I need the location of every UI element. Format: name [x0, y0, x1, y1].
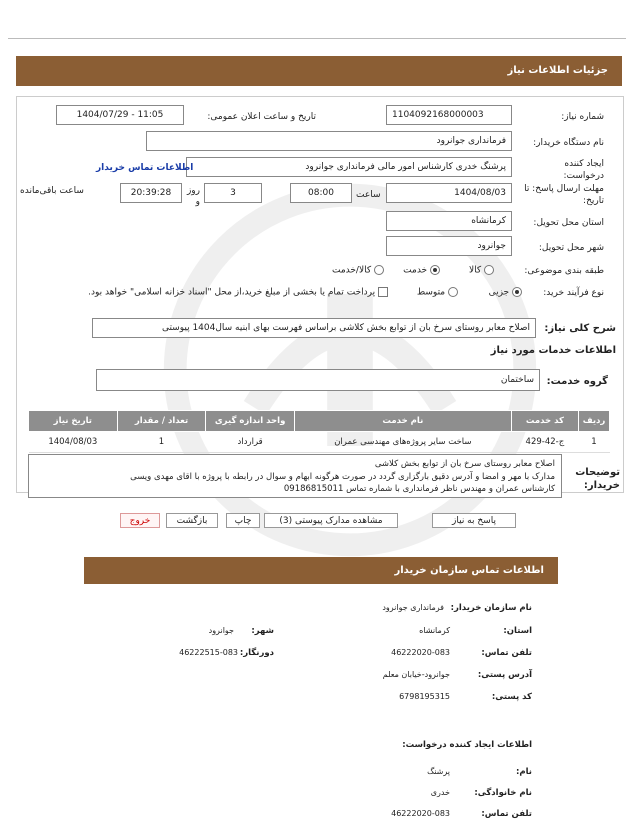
cell-name: ساخت سایر پروژه‌های مهندسی عمران	[294, 432, 511, 453]
address-label: آدرس پستی:	[477, 670, 532, 680]
province-field: کرمانشاه	[386, 211, 512, 231]
org-name-label: نام سازمان خریدار:	[450, 603, 532, 613]
service-group-label: گروه خدمت:	[546, 376, 608, 387]
phone-label: تلفن تماس:	[481, 648, 532, 658]
col-code: کد خدمت	[511, 411, 578, 432]
province-contact-label: استان:	[503, 626, 532, 636]
province-label: استان محل تحویل:	[533, 218, 604, 228]
remaining-label: ساعت باقی‌مانده	[20, 186, 84, 196]
creator-phone-label: تلفن تماس:	[481, 809, 532, 819]
process-option-minor[interactable]: جزیی	[489, 287, 522, 298]
buyer-notes-box	[28, 454, 562, 498]
buyer-notes-label: توضیحات خریدار:	[575, 467, 620, 491]
cell-date: 1404/08/03	[29, 432, 118, 453]
phone-value: 46222020-083	[391, 648, 450, 657]
buyer-notes-line: مدارک با مهر و امضا و آدرس دقیق بارگزاری گردد در صورت هرگونه ابهام و سوال در رابطه با پروژه با اقای مهدی ویسی	[130, 471, 555, 482]
process-label: نوع فرآیند خرید:	[543, 288, 604, 298]
first-name-label: نام:	[515, 767, 532, 777]
col-qty: تعداد / مقدار	[117, 411, 206, 432]
need-number-field: 1104092168000003	[386, 105, 512, 125]
cell-unit: قرارداد	[206, 432, 295, 453]
city-contact-value: جوانرود	[208, 626, 234, 635]
radio-selected-icon	[430, 265, 440, 275]
table-row	[29, 432, 610, 453]
category-option-goods[interactable]: کالا	[469, 265, 494, 276]
back-button[interactable]: بازگشت	[166, 513, 218, 528]
payment-note[interactable]: پرداخت تمام یا بخشی از مبلغ خرید،از محل "اسناد خزانه اسلامی" خواهد بود.	[88, 287, 388, 298]
last-name-value: خدری	[430, 788, 450, 797]
announce-label: تاریخ و ساعت اعلان عمومی:	[207, 112, 316, 122]
postal-value: 6798195315	[399, 692, 450, 701]
deadline-label: مهلت ارسال پاسخ: تا تاریخ:	[524, 184, 604, 206]
time-label: ساعت	[356, 190, 381, 200]
print-button[interactable]: چاپ	[226, 513, 260, 528]
radio-icon	[484, 265, 494, 275]
radio-icon	[448, 287, 458, 297]
requester-field: پرشنگ خدری کارشناس امور مالی فرمانداری جوانرود	[186, 157, 512, 177]
summary-field: اصلاح معابر روستای سرخ بان از توابع بخش کلاشی براساس فهرست بهای ابنیه سال1404 پیوستی	[92, 318, 536, 338]
category-option-both[interactable]: کالا/خدمت	[332, 265, 384, 276]
category-option-service[interactable]: خدمت	[403, 265, 440, 276]
radio-icon	[374, 265, 384, 275]
cell-code: ج-42-429	[511, 432, 578, 453]
requester-label: ایجاد کننده درخواست:	[563, 159, 604, 181]
address-value: جوانرود-خیابان معلم	[382, 670, 450, 679]
buyer-org-field: فرمانداری جوانرود	[146, 131, 512, 151]
province-contact-value: کرمانشاه	[419, 626, 450, 635]
days-field: 3	[204, 183, 262, 203]
contact-section-header: اطلاعات تماس سازمان خریدار	[84, 557, 558, 584]
services-title: اطلاعات خدمات مورد نیاز	[490, 345, 616, 356]
cell-row: 1	[579, 432, 610, 453]
summary-label: شرح کلی نیاز:	[544, 323, 616, 334]
cell-qty: 1	[117, 432, 206, 453]
top-divider	[8, 38, 626, 39]
deadline-time-field: 08:00	[290, 183, 352, 203]
city-contact-label: شهر:	[251, 626, 274, 636]
services-table	[28, 410, 610, 453]
buyer-contact-link[interactable]: اطلاعات تماس خریدار	[96, 163, 194, 173]
fax-value: 46222515-083	[179, 648, 238, 657]
buyer-org-label: نام دستگاه خریدار:	[533, 138, 604, 148]
service-group-field: ساختمان	[96, 369, 540, 391]
page-header: جزئیات اطلاعات نیاز	[16, 56, 622, 86]
process-option-medium[interactable]: متوسط	[417, 287, 458, 298]
city-label: شهر محل تحویل:	[538, 243, 604, 253]
exit-button[interactable]: خروج	[120, 513, 160, 528]
creator-title: اطلاعات ایجاد کننده درخواست:	[402, 740, 532, 750]
org-name-value: فرمانداری جوانرود	[382, 603, 444, 612]
col-name: نام خدمت	[294, 411, 511, 432]
view-docs-button[interactable]: مشاهده مدارک پیوستی (3)	[264, 513, 398, 528]
buyer-notes-line: اصلاح معابر روستای سرخ بان از توابع بخش کلاشی	[374, 459, 555, 469]
days-label: روز و	[186, 186, 200, 207]
announce-field: 1404/07/29 - 11:05	[56, 105, 184, 125]
reply-button[interactable]: پاسخ به نیاز	[432, 513, 516, 528]
first-name-value: پرشنگ	[427, 767, 450, 776]
remaining-time-field: 20:39:28	[120, 183, 182, 203]
last-name-label: نام خانوادگی:	[474, 788, 532, 798]
creator-phone-value: 46222020-083	[391, 809, 450, 818]
col-unit: واحد اندازه گیری	[206, 411, 295, 432]
need-number-label: شماره نیاز:	[561, 112, 604, 122]
deadline-date-field: 1404/08/03	[386, 183, 512, 203]
category-label: طبقه بندی موضوعی:	[524, 266, 604, 276]
col-date: تاریخ نیاز	[29, 411, 118, 432]
fax-label: دورنگار:	[239, 648, 274, 658]
city-field: جوانرود	[386, 236, 512, 256]
radio-selected-icon	[512, 287, 522, 297]
postal-label: کد پستی:	[491, 692, 532, 702]
buyer-notes-line: کارشناس عمران و مهندس ناظر فرمانداری با شماره تماس 09186815011	[283, 484, 555, 494]
col-row: ردیف	[579, 411, 610, 432]
checkbox-icon	[378, 287, 388, 297]
